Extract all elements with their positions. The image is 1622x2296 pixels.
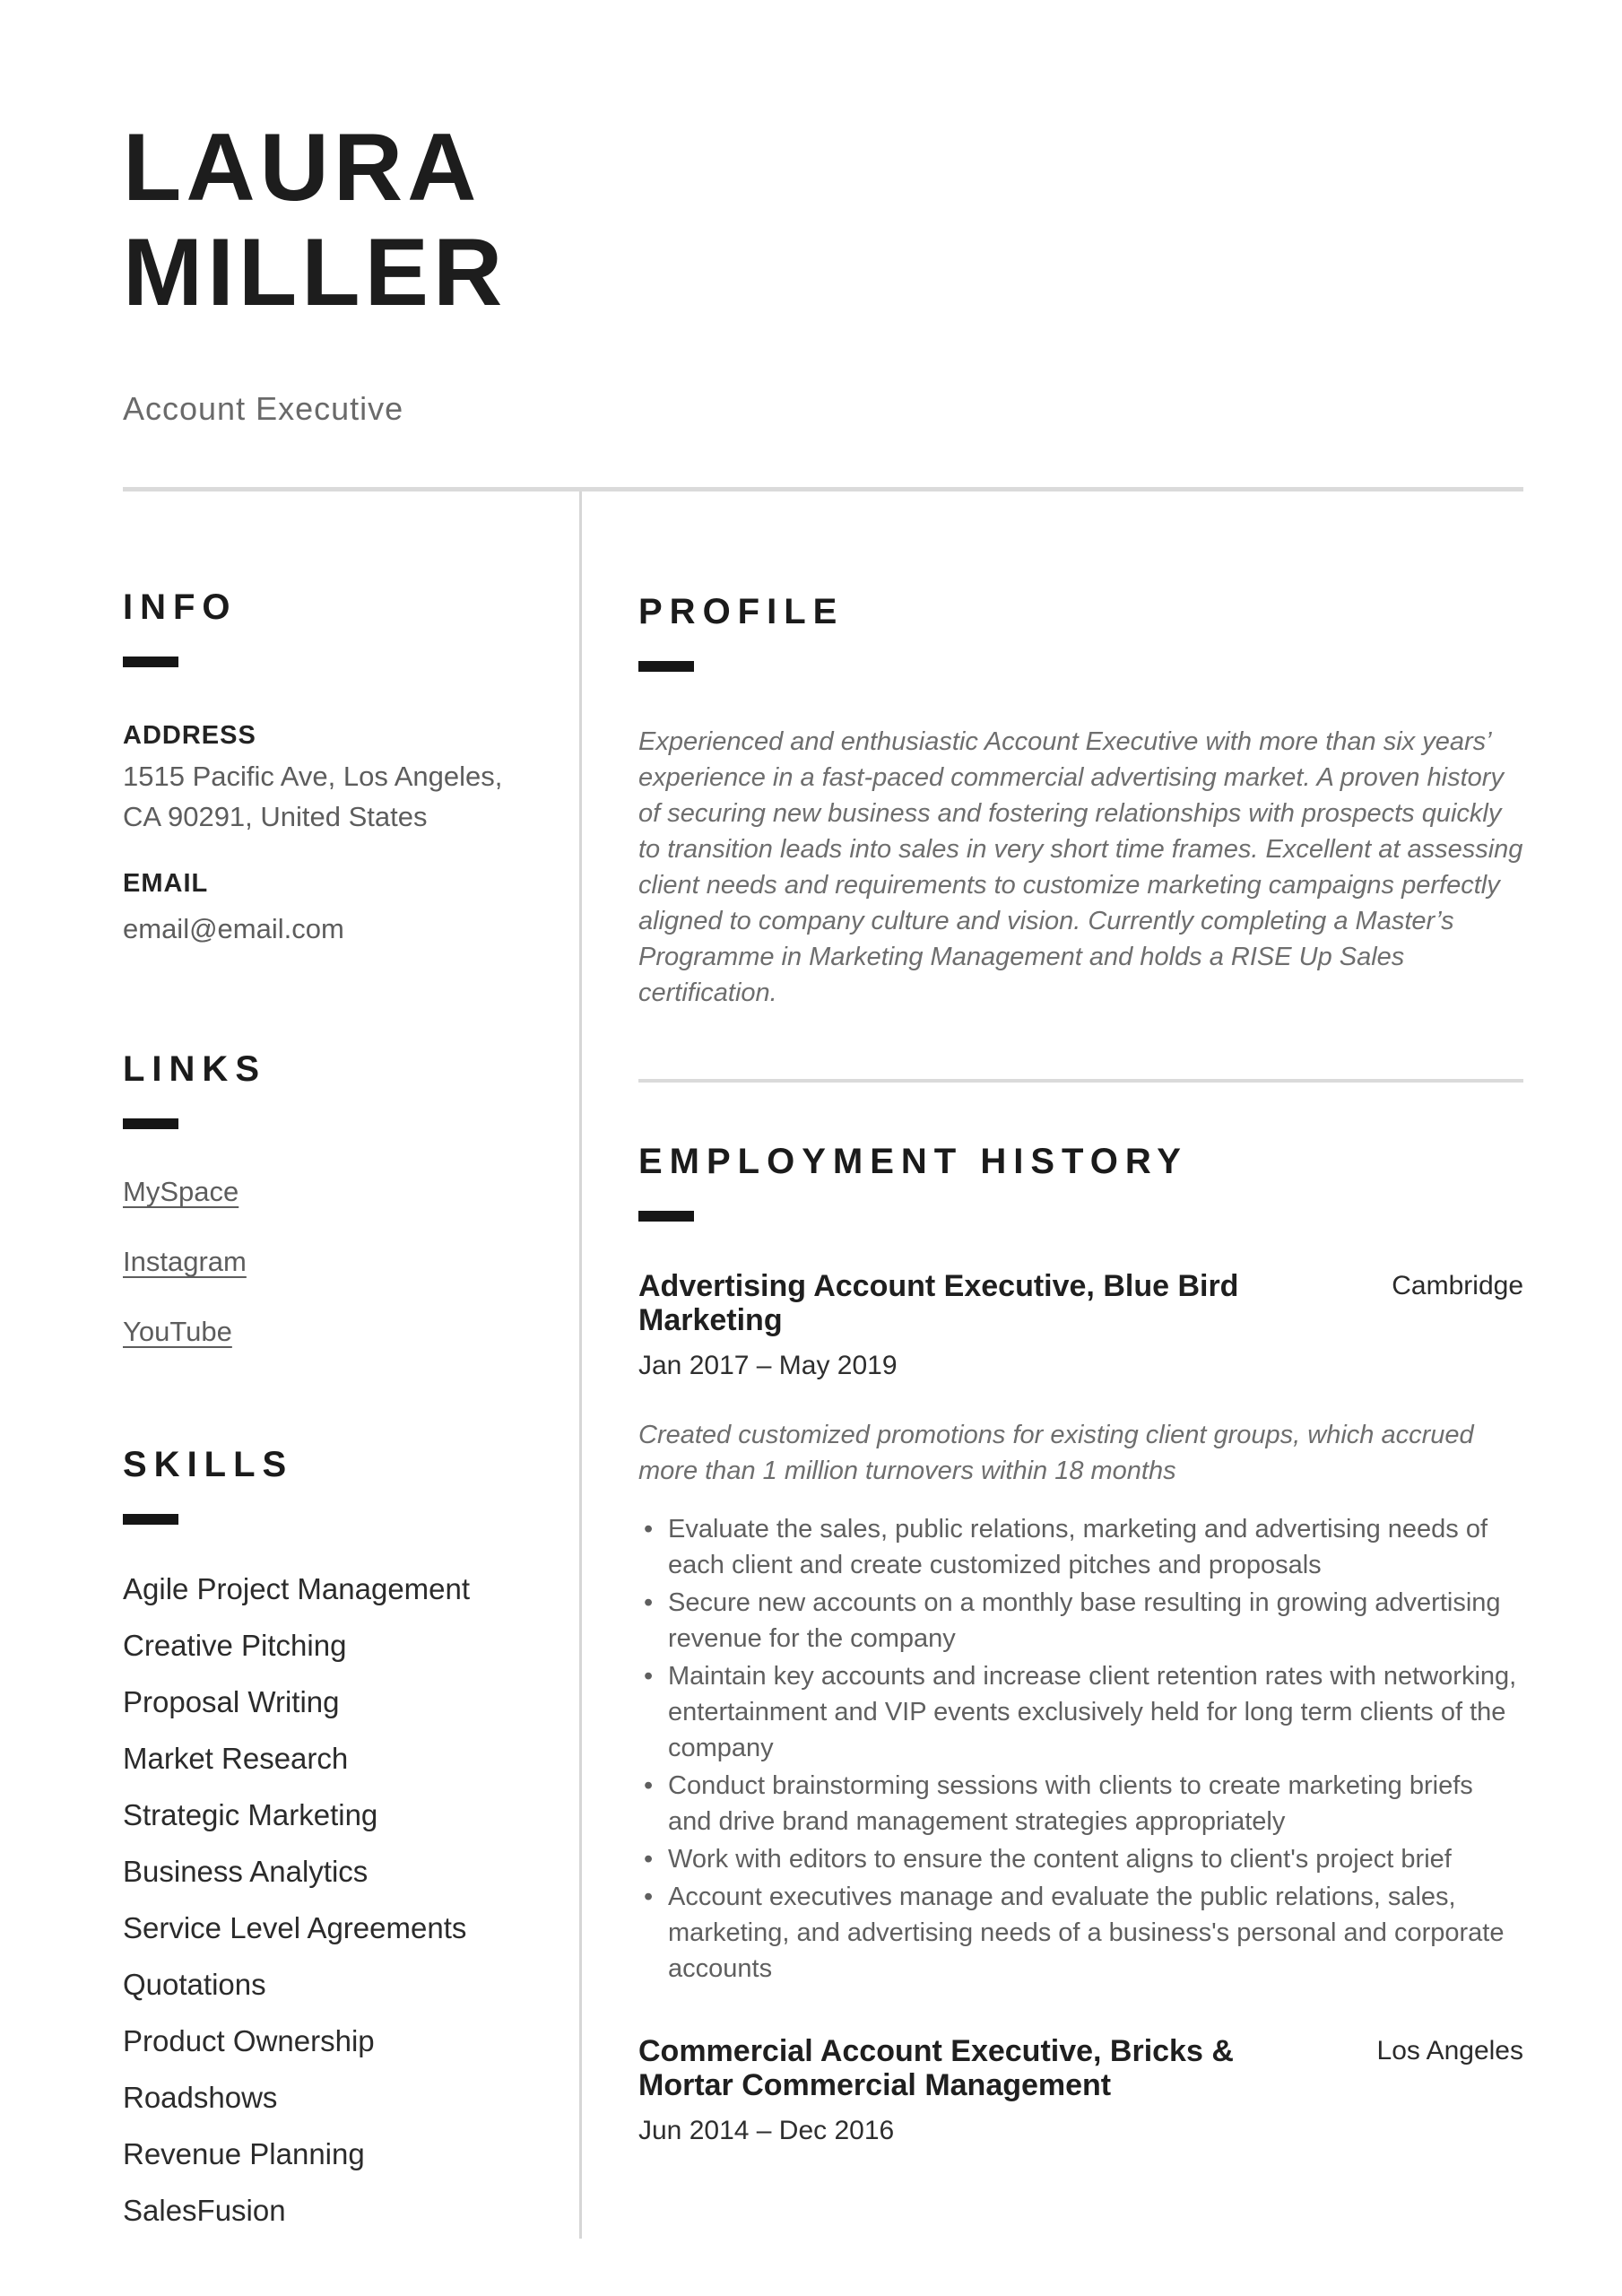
links-list	[123, 1174, 543, 1350]
info-heading: INFO	[123, 587, 238, 627]
job-header	[638, 1269, 1523, 1337]
job-location: Los Angeles	[1376, 2036, 1523, 2066]
address-line-2: CA 90291, United States	[123, 801, 428, 833]
job-location: Cambridge	[1392, 1271, 1523, 1301]
skills-section	[123, 1445, 543, 2239]
job-bullet: • Work with editors to ensure the content aligns to client's project brief	[638, 1841, 1523, 1877]
skill-item: SalesFusion	[123, 2194, 286, 2228]
job-bullet: • Account executives manage and evaluate the public relations, sales, marketing, and advertising needs of a business's personal and corporate accounts	[638, 1879, 1523, 1987]
main-column	[582, 491, 1523, 2239]
section-underline-bar	[638, 1211, 694, 1222]
job-dates: Jan 2017 – May 2019	[638, 1351, 898, 1381]
info-section	[123, 587, 543, 949]
skill-item: Market Research	[123, 1742, 349, 1776]
skill-item: Business Analytics	[123, 1855, 369, 1889]
skill-item: Revenue Planning	[123, 2137, 365, 2171]
job-bullet: • Secure new accounts on a monthly base resulting in growing advertising revenue for the company	[638, 1585, 1523, 1657]
profile-text: Experienced and enthusiastic Account Executive with more than six years’ experience in a fast-paced commercial advertising market. A proven history of securing new business and fostering relationships with prospects quickly to transition leads into sales in very short time frames. Excellent at assessing client needs and requirements to customize marketing campaigns perfectly aligned to company culture and vision. Currently completing a Master’s Programme in Marketing Management and holds a RISE Up Sales certification.	[638, 727, 1523, 1008]
skill-item: Creative Pitching	[123, 1629, 347, 1663]
section-underline-bar	[123, 657, 178, 667]
employment-section	[638, 1142, 1523, 2146]
job-bullets	[638, 1511, 1523, 1987]
skills-list	[123, 1561, 543, 2239]
skill-item: Service Level Agreements	[123, 1911, 467, 1945]
name-line-1: LAURA	[123, 113, 481, 221]
header-job-title: Account Executive	[123, 389, 404, 427]
link-item	[123, 1174, 543, 1210]
email-label: EMAIL	[123, 869, 209, 899]
section-underline-bar	[123, 1118, 178, 1129]
section-divider	[638, 1079, 1523, 1083]
job-bullet: • Maintain key accounts and increase client retention rates with networking, entertainment and VIP events exclusively held for long term clients of the company	[638, 1658, 1523, 1766]
skill-item: Agile Project Management	[123, 1572, 471, 1606]
content-columns	[123, 491, 1523, 2239]
section-underline-bar	[638, 661, 694, 672]
links-section	[123, 1049, 543, 1350]
link[interactable]: Instagram	[123, 1246, 247, 1278]
skill-item: Strategic Marketing	[123, 1798, 378, 1832]
job-bullet: • Conduct brainstorming sessions with clients to create marketing briefs and drive brand management strategies appropriately	[638, 1768, 1523, 1839]
email-value: email@email.com	[123, 913, 344, 945]
job-entry	[638, 2034, 1523, 2146]
skills-heading: SKILLS	[123, 1445, 294, 1485]
jobs-list	[638, 1269, 1523, 2146]
link[interactable]: MySpace	[123, 1176, 239, 1208]
employment-heading: EMPLOYMENT HISTORY	[638, 1142, 1188, 1182]
job-dates: Jun 2014 – Dec 2016	[638, 2116, 895, 2146]
address-line-1: 1515 Pacific Ave, Los Angeles,	[123, 761, 503, 793]
profile-section	[638, 592, 1523, 1011]
sidebar	[123, 491, 582, 2239]
address-value	[123, 756, 543, 837]
link-item	[123, 1244, 543, 1280]
job-entry	[638, 1269, 1523, 1987]
job-title: Commercial Account Executive, Bricks & Mortar Commercial Management	[638, 2034, 1234, 2103]
section-underline-bar	[123, 1514, 178, 1525]
skill-item: Proposal Writing	[123, 1685, 340, 1719]
job-title: Advertising Account Executive, Blue Bird Marketing	[638, 1269, 1239, 1338]
link-item	[123, 1314, 543, 1350]
links-heading: LINKS	[123, 1049, 266, 1090]
skill-item: Product Ownership	[123, 2024, 375, 2058]
job-header	[638, 2034, 1523, 2102]
header	[123, 115, 1523, 429]
job-summary: Created customized promotions for existing client groups, which accrued more than 1 million turnovers within 18 months	[638, 1421, 1474, 1486]
address-label: ADDRESS	[123, 721, 256, 751]
job-bullet: • Evaluate the sales, public relations, marketing and advertising needs of each client and create customized pitches and proposals	[638, 1511, 1523, 1583]
skill-item: Roadshows	[123, 2081, 278, 2115]
profile-heading: PROFILE	[638, 591, 845, 631]
name-line-2: MILLER	[123, 218, 507, 326]
link[interactable]: YouTube	[123, 1316, 232, 1348]
skill-item: Quotations	[123, 1968, 266, 2002]
person-name	[123, 115, 1523, 325]
